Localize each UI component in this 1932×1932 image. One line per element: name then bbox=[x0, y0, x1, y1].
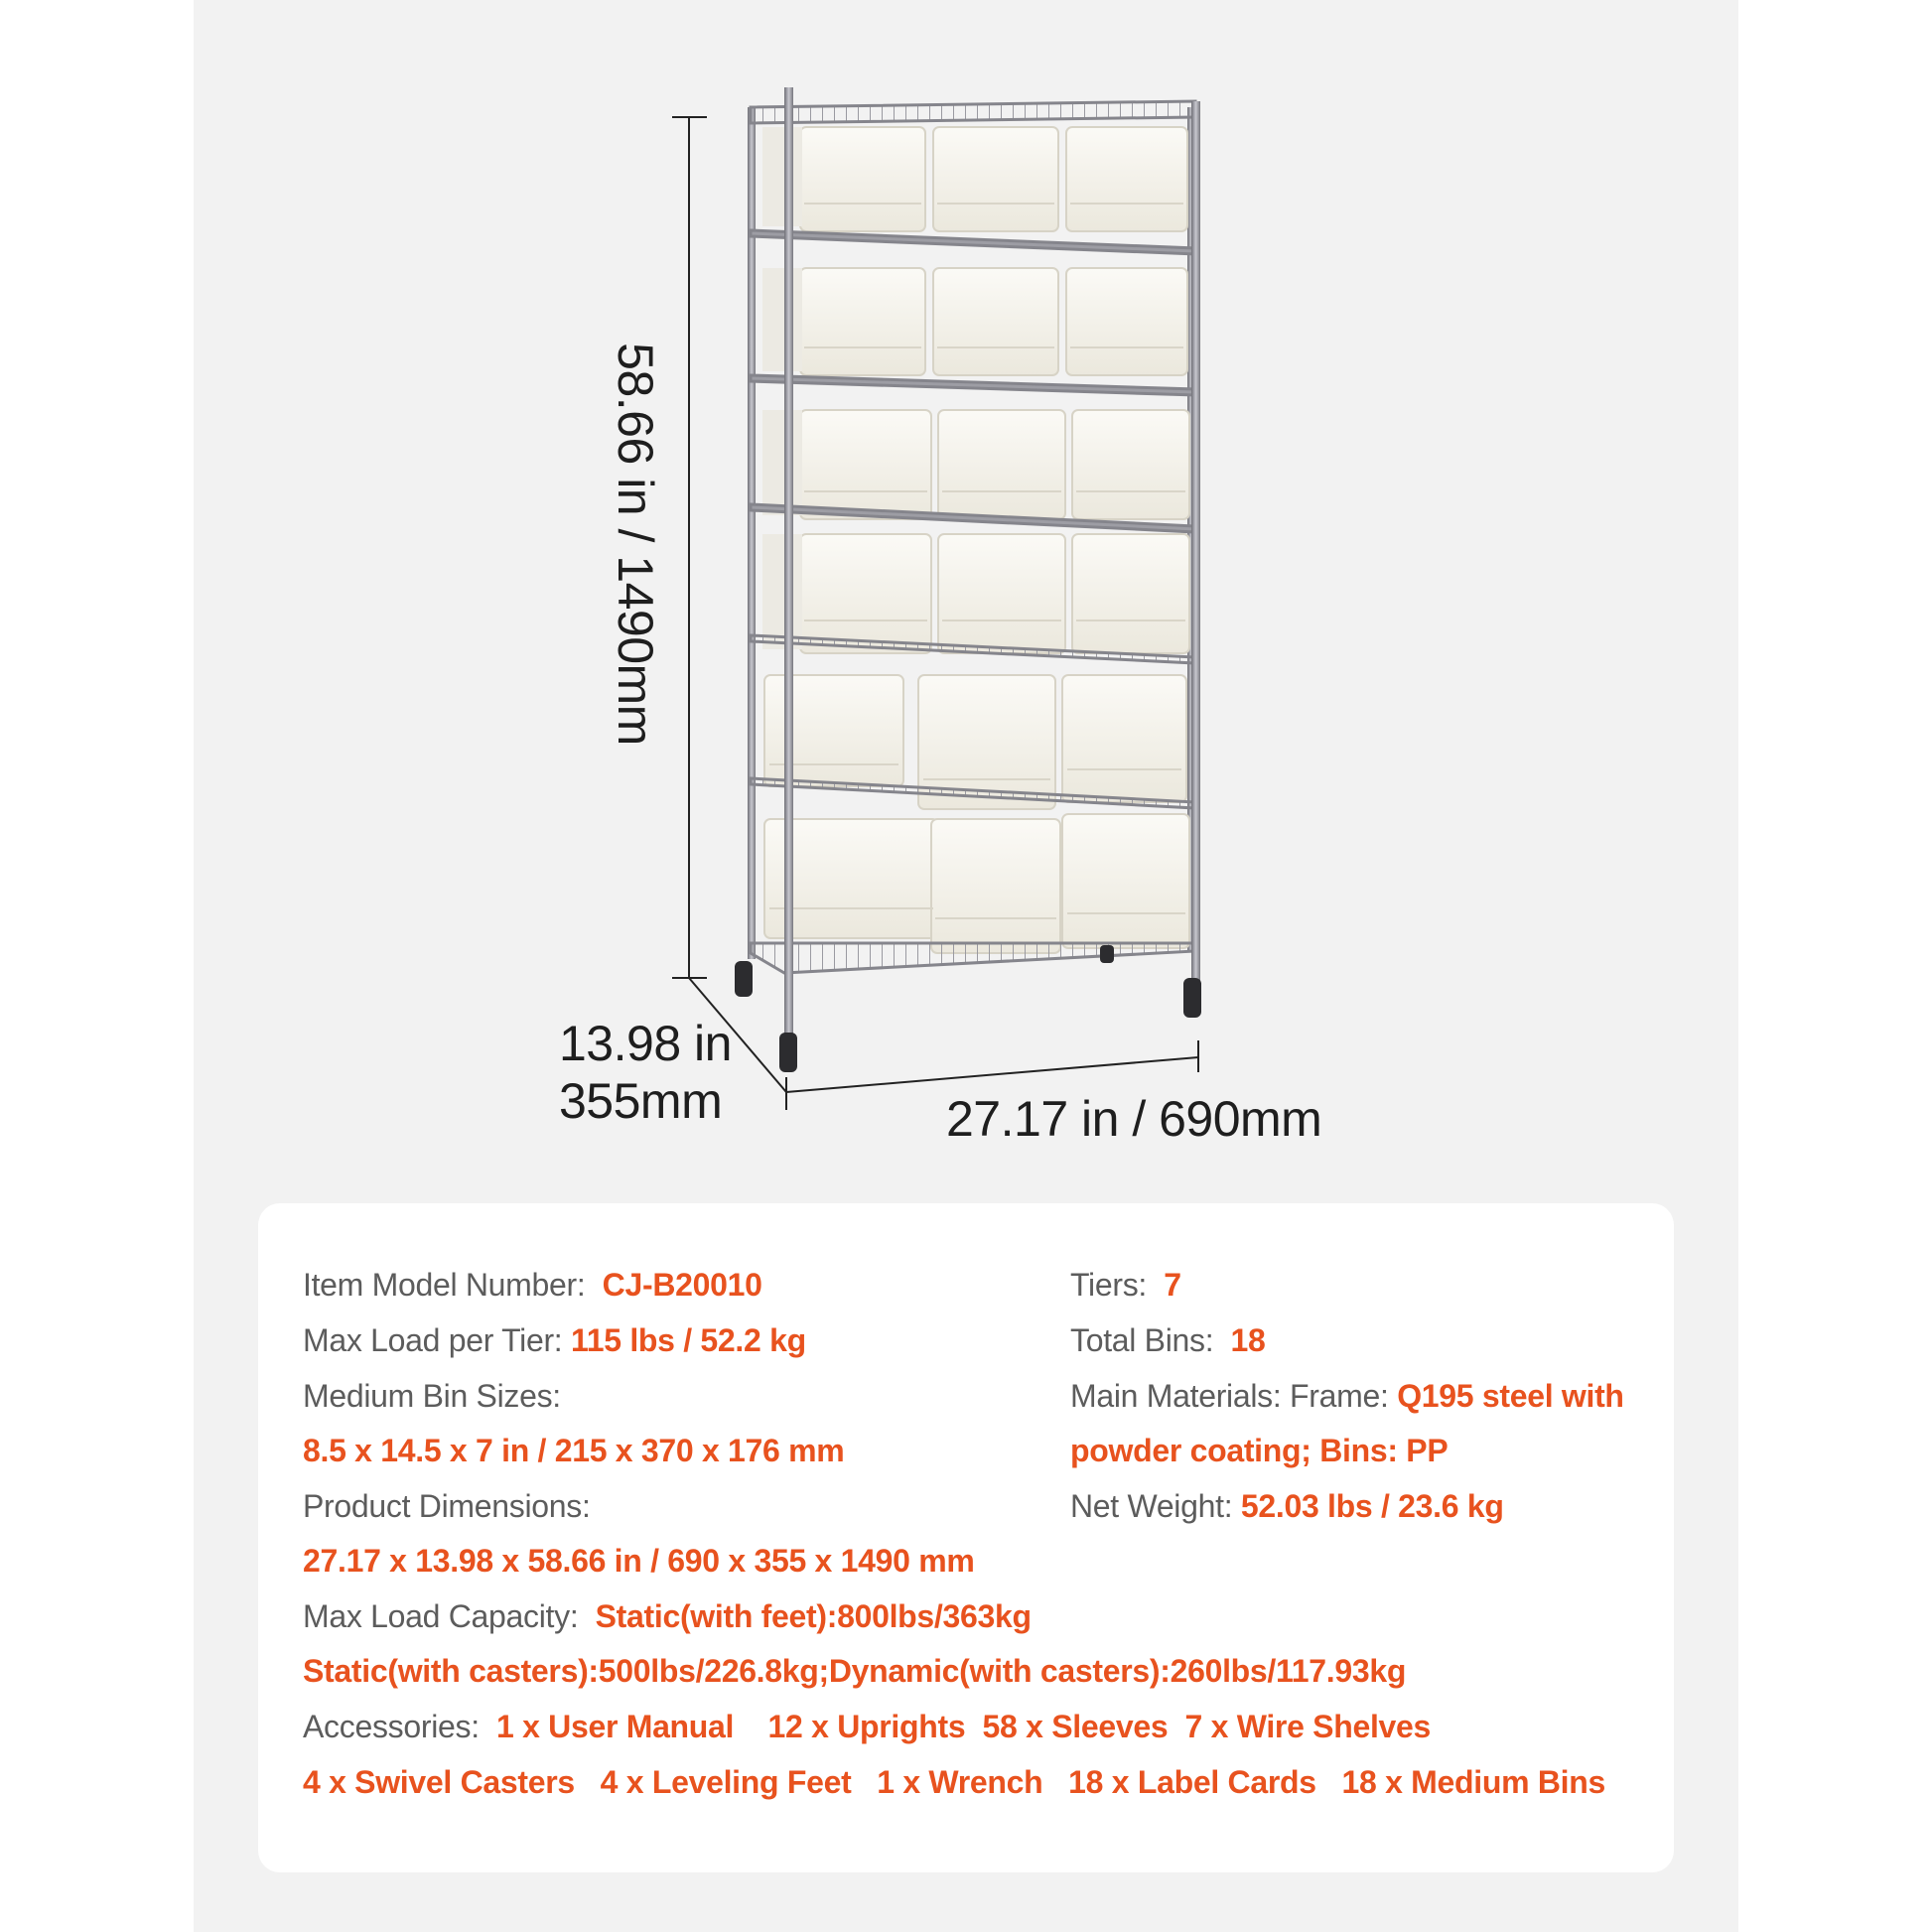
spec-max-load-tier bbox=[303, 1320, 806, 1360]
spec-value: 27.17 x 13.98 x 58.66 in / 690 x 355 x 1490 mm bbox=[303, 1543, 975, 1579]
spec-value: Q195 steel with bbox=[1397, 1378, 1624, 1414]
spec-product-dimensions-value bbox=[303, 1541, 975, 1581]
spec-label: Net Weight: bbox=[1070, 1488, 1233, 1524]
spec-label: Item Model Number: bbox=[303, 1267, 586, 1303]
spec-model-number bbox=[303, 1265, 762, 1305]
spec-label: Medium Bin Sizes: bbox=[303, 1378, 561, 1414]
accessory-item: 4 x Swivel Casters bbox=[303, 1764, 575, 1800]
front-right-post bbox=[1191, 101, 1200, 983]
width-dimension-line bbox=[786, 1040, 1198, 1092]
depth-millimeters: 355mm bbox=[559, 1073, 723, 1129]
width-dimension-label: 27.17 in / 690mm bbox=[946, 1091, 1322, 1147]
height-dimension-label: 58.66 in / 1490mm bbox=[608, 343, 663, 746]
spec-label: Main Materials: Frame: bbox=[1070, 1378, 1389, 1414]
accessory-item: 58 x Sleeves bbox=[982, 1709, 1169, 1744]
accessory-item: 1 x User Manual bbox=[495, 1709, 735, 1744]
spec-value: Static(with casters):500lbs/226.8kg;Dynamic(with casters):260lbs/117.93kg bbox=[303, 1653, 1407, 1689]
spec-value: 18 bbox=[1230, 1322, 1266, 1358]
accessory-item: 18 x Label Cards bbox=[1068, 1764, 1316, 1800]
spec-bin-sizes-label bbox=[303, 1376, 561, 1416]
accessory-item: 1 x Wrench bbox=[877, 1764, 1043, 1800]
spec-label: Product Dimensions: bbox=[303, 1488, 591, 1524]
accessory-item: 4 x Leveling Feet bbox=[600, 1764, 852, 1800]
spec-bin-sizes-value bbox=[303, 1431, 844, 1470]
accessory-item: 7 x Wire Shelves bbox=[1184, 1709, 1432, 1744]
accessory-item: 18 x Medium Bins bbox=[1341, 1764, 1605, 1800]
spec-value: CJ-B20010 bbox=[602, 1267, 762, 1303]
spec-main-materials-continued bbox=[1070, 1431, 1448, 1470]
spec-label: Max Load per Tier: bbox=[303, 1322, 563, 1358]
spec-net-weight bbox=[1070, 1486, 1504, 1526]
spec-value: powder coating; Bins: PP bbox=[1070, 1433, 1449, 1468]
front-left-post bbox=[784, 87, 793, 1040]
spec-label: Max Load Capacity: bbox=[303, 1598, 579, 1634]
spec-value: 8.5 x 14.5 x 7 in / 215 x 370 x 176 mm bbox=[303, 1433, 845, 1468]
spec-value: 7 bbox=[1164, 1267, 1181, 1303]
spec-accessories-line-2 bbox=[303, 1762, 1605, 1802]
spec-accessories-line-1 bbox=[303, 1707, 1431, 1746]
spec-label: Tiers: bbox=[1070, 1267, 1148, 1303]
height-dimension-line bbox=[672, 117, 707, 978]
spec-value: 115 lbs / 52.2 kg bbox=[571, 1322, 806, 1358]
spec-value: Static(with feet):800lbs/363kg bbox=[595, 1598, 1032, 1634]
spec-tiers bbox=[1070, 1265, 1181, 1305]
spec-product-dimensions-label bbox=[303, 1486, 591, 1526]
depth-inches: 13.98 in bbox=[559, 1016, 732, 1071]
spec-label: Accessories: bbox=[303, 1709, 480, 1744]
spec-main-materials bbox=[1070, 1376, 1624, 1416]
spec-value: 52.03 lbs / 23.6 kg bbox=[1240, 1488, 1504, 1524]
spec-total-bins bbox=[1070, 1320, 1266, 1360]
spec-max-load-capacity-casters bbox=[303, 1651, 1406, 1691]
accessory-item: 12 x Uprights bbox=[767, 1709, 966, 1744]
depth-dimension-label bbox=[559, 1015, 732, 1130]
spec-max-load-capacity bbox=[303, 1596, 1032, 1636]
spec-label: Total Bins: bbox=[1070, 1322, 1214, 1358]
